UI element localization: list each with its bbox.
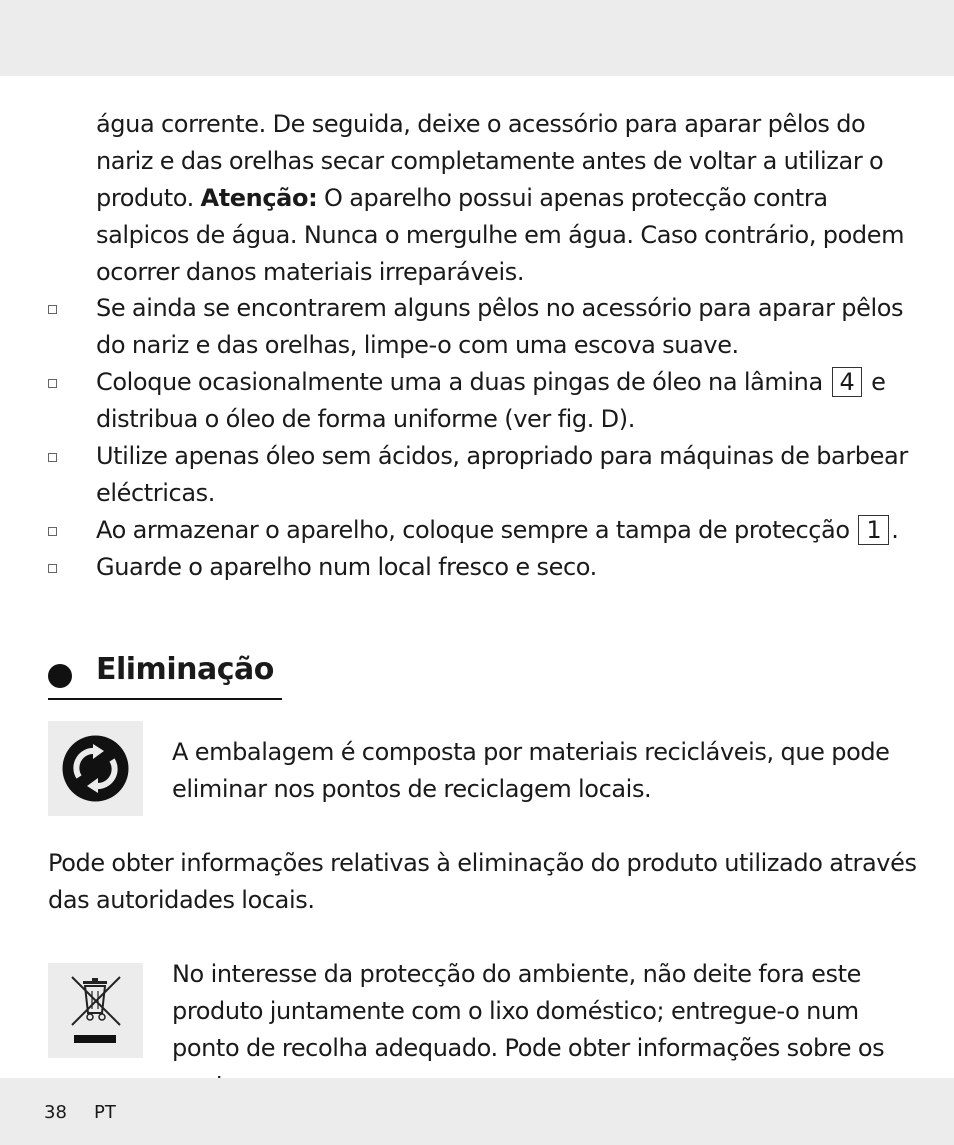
- list-item-text: Ao armazenar o aparelho, coloque sempre a tampa de protecção: [96, 516, 857, 544]
- list-item: [48, 549, 916, 586]
- checkbox-bullet-icon: [48, 453, 57, 462]
- list-item-text: .: [891, 516, 899, 544]
- disposal-info-paragraph: Pode obter informações relativas à eliminação do produto utilizado através das autoridades locais.: [48, 849, 917, 914]
- instruction-list: [48, 290, 916, 586]
- reference-number-box: 4: [832, 367, 863, 397]
- list-item-text: Utilize apenas óleo sem ácidos, apropriado para máquinas de barbear eléctricas.: [96, 442, 908, 507]
- green-dot-recycling-icon: [48, 721, 143, 816]
- environment-paragraph: No interesse da protecção do ambiente, não deite fora este produto juntamente com o lixo doméstico; entregue-o num ponto de recolha adequado. Pode obter informações sobre os: [172, 960, 885, 1062]
- page-language: PT: [94, 1102, 116, 1123]
- bullet-dot-icon: [48, 664, 72, 688]
- checkbox-bullet-icon: [48, 564, 57, 573]
- header-band: [0, 0, 954, 76]
- list-item-text: e distribua o óleo de forma uniforme (ver fig. D).: [96, 368, 886, 433]
- list-item: [48, 438, 916, 512]
- footer-band: [0, 1078, 954, 1145]
- heading-underline: [48, 698, 282, 700]
- crossed-out-wheelie-bin-icon: [48, 963, 143, 1058]
- reference-number-box: 1: [858, 515, 889, 545]
- page-number: 38: [44, 1102, 67, 1123]
- continuation-text: água corrente. De seguida, deixe o acessório para aparar pêlos do nariz e das orelhas secar completamente antes de voltar a utilizar o produto.: [96, 110, 884, 212]
- checkbox-bullet-icon: [48, 379, 57, 388]
- list-item-text: Guarde o aparelho num local fresco e seco.: [96, 553, 597, 581]
- list-item: [48, 364, 916, 438]
- checkbox-bullet-icon: [48, 527, 57, 536]
- list-item-text: Se ainda se encontrarem alguns pêlos no acessório para aparar pêlos do nariz e das orelhas, limpe-o com uma escova suave.: [96, 294, 904, 359]
- list-item-text: Coloque ocasionalmente uma a duas pingas de óleo na lâmina: [96, 368, 830, 396]
- attention-label: Atenção:: [200, 184, 318, 212]
- checkbox-bullet-icon: [48, 305, 57, 314]
- continuation-paragraph: [96, 106, 916, 291]
- list-item: [48, 512, 916, 549]
- packaging-paragraph: A embalagem é composta por materiais recicláveis, que pode eliminar nos pontos de reciclagem locais.: [172, 738, 890, 803]
- attention-text: O aparelho possui apenas protecção contra salpicos de água. Nunca o mergulhe em água. Caso contrário, podem ocorrer danos materiais irreparáveis.: [96, 184, 905, 286]
- section-title: Eliminação: [96, 652, 274, 687]
- list-item: [48, 290, 916, 364]
